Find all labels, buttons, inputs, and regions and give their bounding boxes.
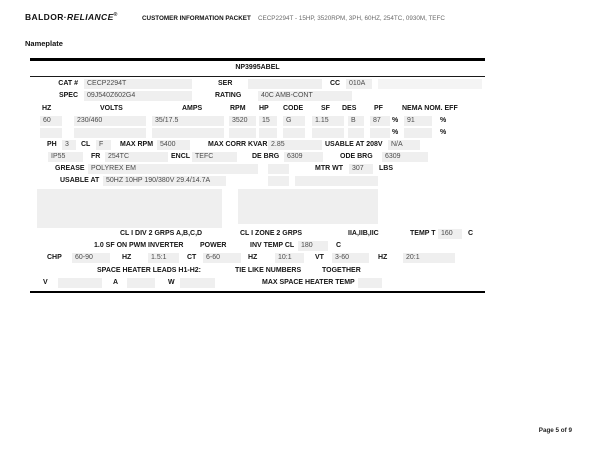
de-brg-value-field: 6309 (284, 152, 323, 162)
eff2-empty-field (404, 128, 432, 138)
chp-label: CHP (47, 254, 62, 261)
row1-empty-field (378, 79, 482, 89)
hz2-label: HZ (248, 254, 258, 261)
power-label: POWER (200, 242, 227, 249)
hz1-label: HZ (122, 254, 132, 261)
hz-value-field: 60 (40, 116, 62, 126)
usable-at-empty-field-2 (295, 176, 378, 186)
ode-brg-label: ODE BRG (340, 153, 373, 160)
rating-label: RATING (215, 92, 242, 99)
cl-zone2-groups-label: CL I ZONE 2 GRPS (240, 230, 303, 237)
col-header-pf: PF (374, 105, 383, 112)
spec-label: SPEC (58, 92, 78, 99)
hz3-label: HZ (378, 254, 388, 261)
temp-t-value-field: 160 (438, 229, 462, 239)
eff2-percent-unit: % (440, 129, 447, 136)
vt-value-field: 3-60 (332, 253, 369, 263)
mtr-wt-label: MTR WT (315, 165, 343, 172)
col-header-sf: SF (321, 105, 330, 112)
cat-label: CAT # (58, 80, 78, 87)
doc-subtitle: CECP2294T - 15HP, 3520RPM, 3PH, 60HZ, 254TC, 0930M, TEFC (258, 15, 445, 22)
mtr-wt-value-field: 307 (349, 164, 373, 174)
usable-at-empty-field-1 (268, 176, 289, 186)
volts-heater-empty-field (58, 278, 102, 288)
ode-brg-value-field: 6309 (382, 152, 428, 162)
inv-temp-cl-value-field: 180 (298, 241, 328, 251)
spec-value-field: 09J540Z602G4 (84, 91, 192, 101)
section-title: Nameplate (25, 39, 63, 48)
max-corr-kvar-value-field: 2.85 (268, 140, 322, 150)
together-label: TOGETHER (322, 267, 361, 274)
zone-groups-value: IIA,IIB,IIC (348, 230, 379, 237)
grease-value-field: POLYREX EM (88, 164, 258, 174)
vt-label: VT (315, 254, 324, 261)
volts-value-field: 230/460 (74, 116, 146, 126)
page-number: Page 5 of 9 (538, 427, 572, 434)
logo-dot: · (63, 12, 67, 22)
tie-like-numbers-label: TIE LIKE NUMBERS (235, 267, 302, 274)
amps-value-field: 35/17.5 (152, 116, 224, 126)
col-header-hz: HZ (42, 105, 52, 112)
col-header-nema-eff: NEMA NOM. EFF (402, 105, 458, 112)
des-value-field: B (348, 116, 364, 126)
ph-label: PH (47, 141, 57, 148)
col-header-code: CODE (283, 105, 304, 112)
temp-t-unit: C (468, 230, 474, 237)
grease-label: GREASE (55, 165, 85, 172)
doc-title: CUSTOMER INFORMATION PACKET (142, 15, 251, 22)
table-header-divider (30, 76, 485, 78)
de-brg-label: DE BRG (252, 153, 280, 160)
hz3-value-field: 20:1 (403, 253, 455, 263)
rpm2-empty-field (229, 128, 256, 138)
col-header-rpm: RPM (230, 105, 246, 112)
encl-label: ENCL (171, 153, 191, 160)
empty-block-left (37, 189, 222, 228)
fr-label: FR (91, 153, 101, 160)
col-header-hp: HP (259, 105, 269, 112)
des2-empty-field (348, 128, 364, 138)
empty-block-right (238, 189, 378, 224)
hz2-value-field: 10:1 (275, 253, 304, 263)
col-header-volts: VOLTS (100, 105, 123, 112)
inv-temp-cl-unit: C (336, 242, 342, 249)
ser-label: SER (218, 80, 233, 87)
temp-t-label: TEMP T (410, 230, 436, 237)
pf2-percent-unit: % (392, 129, 399, 136)
table-bottom-border (30, 291, 485, 293)
inv-temp-cl-label: INV TEMP CL (250, 242, 295, 249)
max-rpm-value-field: 5400 (157, 140, 190, 150)
ser-value-field (248, 79, 322, 89)
volts-heater-label: V (43, 279, 48, 286)
code-value-field: G (283, 116, 305, 126)
amps2-empty-field (152, 128, 224, 138)
cc-label: CC (330, 80, 341, 87)
space-heater-leads-label: SPACE HEATER LEADS H1-H2: (97, 267, 201, 274)
chp-value-field: 60-90 (72, 253, 110, 263)
watts-heater-label: W (168, 279, 175, 286)
sf-pwm-inverter-label: 1.0 SF ON PWM INVERTER (94, 242, 184, 249)
usable-208v-label: USABLE AT 208V (325, 141, 383, 148)
volts2-empty-field (74, 128, 146, 138)
hz1-value-field: 1.5:1 (148, 253, 179, 263)
max-space-heater-temp-label: MAX SPACE HEATER TEMP (262, 279, 355, 286)
col-header-amps: AMPS (182, 105, 203, 112)
max-rpm-label: MAX RPM (120, 141, 154, 148)
encl-value-field: TEFC (192, 152, 237, 162)
ct-value-field: 6-60 (203, 253, 241, 263)
usable-208v-value-field: N/A (388, 140, 420, 150)
table-top-border (30, 58, 485, 61)
pf-value-field: 87 (370, 116, 390, 126)
rating-value-field: 40C AMB-CONT (258, 91, 352, 101)
usable-at-value-field: 50HZ 10HP 190/380V 29.4/14.7A (103, 176, 226, 186)
usable-at-label: USABLE AT (60, 177, 100, 184)
max-space-heater-temp-empty-field (358, 278, 382, 288)
fr-value-field: 254TC (105, 152, 168, 162)
sf-value-field: 1.15 (312, 116, 344, 126)
logo-baldor: BALDOR (25, 12, 64, 22)
logo-reliance: RELIANCE (67, 12, 114, 22)
ip-rating-field: IP55 (48, 152, 83, 162)
baldor-reliance-logo (25, 12, 118, 22)
code2-empty-field (283, 128, 305, 138)
cl-div2-groups-label: CL I DIV 2 GRPS A,B,C,D (120, 230, 203, 237)
cl-label: CL (81, 141, 91, 148)
hp-value-field: 15 (259, 116, 277, 126)
rpm-value-field: 3520 (229, 116, 256, 126)
ct-label: CT (187, 254, 197, 261)
nameplate-id: NP3995ABEL (235, 64, 280, 71)
registered-mark-icon: ® (113, 12, 118, 19)
col-header-des: DES (342, 105, 357, 112)
lbs-label: LBS (379, 165, 393, 172)
eff-percent-unit: % (440, 117, 447, 124)
hp2-empty-field (259, 128, 277, 138)
watts-heater-empty-field (180, 278, 215, 288)
sf2-empty-field (312, 128, 344, 138)
max-corr-kvar-label: MAX CORR KVAR (208, 141, 268, 148)
ph-value-field: 3 (62, 140, 76, 150)
cl-value-field: F (96, 140, 111, 150)
hz2-empty-field (40, 128, 62, 138)
grease-empty-field (268, 164, 289, 174)
amps-heater-label: A (113, 279, 119, 286)
pf-percent-unit: % (392, 117, 399, 124)
cat-value-field: CECP2294T (84, 79, 192, 89)
pf2-empty-field (370, 128, 390, 138)
amps-heater-empty-field (127, 278, 155, 288)
cc-value-field: 010A (346, 79, 372, 89)
eff-value-field: 91 (404, 116, 432, 126)
